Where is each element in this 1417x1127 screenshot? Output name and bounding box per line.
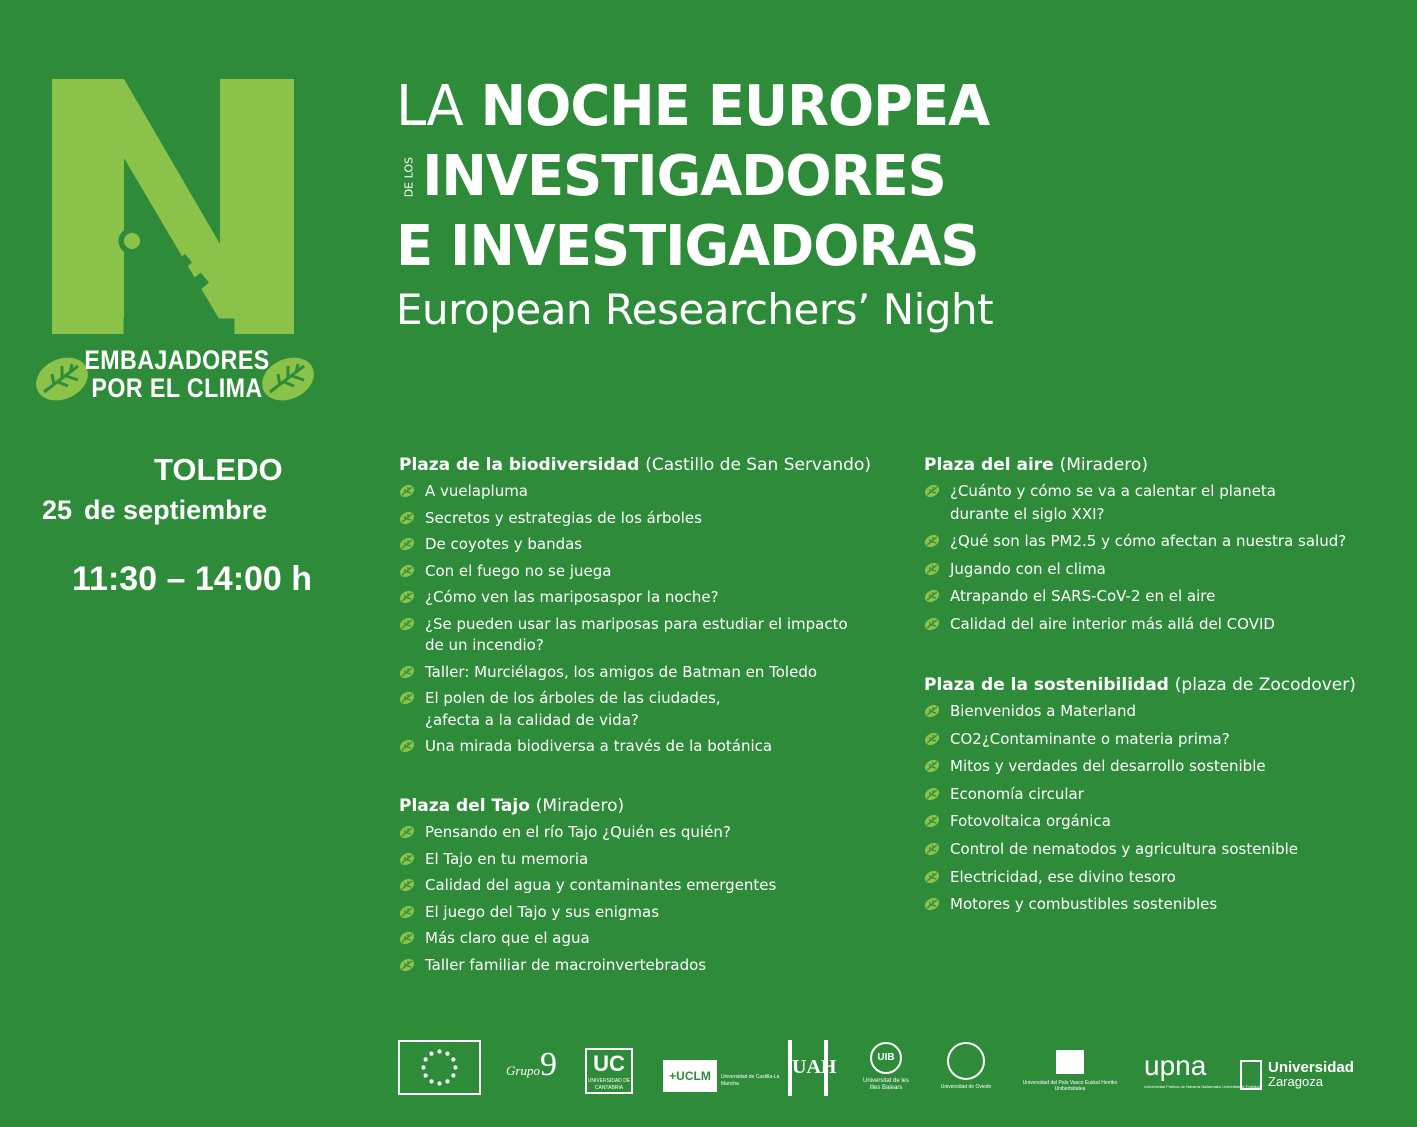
list-item — [399, 902, 776, 923]
activity-label: Electricidad, ese divino tesoro — [950, 867, 1176, 886]
section-title — [399, 453, 871, 477]
unizar-tower-icon — [1240, 1060, 1262, 1090]
uc-subtitle: UNIVERSIDAD DE CANTABRIA — [587, 1078, 631, 1091]
list-item — [399, 635, 871, 656]
uib-logo — [858, 1042, 914, 1092]
leaf-bullet-icon — [924, 588, 940, 604]
oviedo-logo — [938, 1042, 994, 1091]
leaf-bullet-icon — [399, 664, 415, 680]
activity-label: El polen de los árboles de las ciudades, — [425, 689, 721, 707]
activity-label: ¿Se pueden usar las mariposas para estudiar el impacto — [425, 614, 848, 633]
activity-label: Motores y combustibles sostenibles — [950, 895, 1218, 914]
list-item — [924, 481, 1346, 502]
list-item — [924, 531, 1346, 552]
list-item — [924, 729, 1356, 750]
activity-list — [399, 481, 871, 757]
leaf-bullet-icon — [399, 536, 415, 552]
activity-label: El Tajo en tu memoria — [425, 849, 589, 868]
list-item — [399, 481, 871, 502]
leaf-bullet-icon — [399, 957, 415, 973]
activity-label: Mitos y verdades del desarrollo sostenible — [950, 757, 1266, 776]
leaf-bullet-icon — [924, 758, 940, 774]
list-item — [924, 586, 1346, 607]
ehu-subtitle: Universidad del País Vasco Euskal Herriko Unibertsitatea — [1022, 1080, 1118, 1092]
activity-list — [924, 481, 1346, 635]
activity-label: Economía circular — [950, 784, 1084, 803]
uib-subtitle: Universitat de les Illes Balears — [862, 1078, 910, 1091]
leaf-bullet-icon — [399, 851, 415, 867]
g9-number: 9 — [539, 1046, 557, 1083]
activity-label: Secretos y estrategias de los árboles — [425, 508, 702, 527]
title-line-3: E INVESTIGADORAS — [396, 214, 979, 279]
leaf-bullet-icon — [924, 869, 940, 885]
upna-mark: upna — [1144, 1050, 1207, 1081]
event-date — [42, 495, 267, 526]
g9-logo — [506, 1046, 557, 1084]
upna-subtitle: Universidad Pública de Navarra Nafarroako Unibertsitate Publikoa — [1144, 1084, 1262, 1089]
list-item — [924, 756, 1356, 777]
list-item — [924, 894, 1356, 915]
eu-star — [424, 1073, 428, 1077]
list-item — [399, 875, 776, 896]
event-time: 11:30 – 14:00 h — [72, 560, 313, 598]
logo-text — [52, 346, 301, 402]
activity-list — [399, 822, 776, 976]
event-day: 25 — [42, 495, 73, 525]
eu-stars-icon — [400, 1042, 479, 1093]
list-item — [924, 559, 1346, 580]
section-name: Plaza del aire — [924, 455, 1054, 475]
activity-label: de un incendio? — [425, 636, 544, 654]
sponsor-logos — [398, 1038, 1378, 1100]
list-item — [399, 736, 871, 757]
uclm-logo: +UCLM — [663, 1060, 717, 1092]
section-location: (Castillo de San Servando) — [645, 455, 872, 475]
oviedo-subtitle: Universidad de Oviedo — [940, 1084, 992, 1090]
leaf-bullet-icon — [399, 877, 415, 893]
leaf-bullet-icon — [924, 896, 940, 912]
section-sostenibilidad — [924, 673, 1356, 922]
section-tajo — [399, 794, 776, 981]
leaf-bullet-icon — [924, 561, 940, 577]
activity-label: Más claro que el agua — [425, 929, 590, 947]
uah-logo: UAH — [788, 1040, 828, 1096]
eu-star — [451, 1057, 455, 1061]
list-item — [924, 614, 1346, 635]
leaf-bullet-icon — [924, 813, 940, 829]
unizar-line-2: Zaragoza — [1268, 1074, 1323, 1089]
list-item — [924, 701, 1356, 722]
ehu-logo — [1018, 1050, 1122, 1092]
activity-label: Atrapando el SARS-CoV-2 en el aire — [950, 587, 1216, 606]
section-aire — [924, 453, 1346, 642]
list-item — [399, 688, 871, 709]
list-item — [399, 822, 776, 843]
activity-label: ¿Cuánto y cómo se va a calentar el planeta — [950, 482, 1276, 500]
leaf-bullet-icon — [399, 824, 415, 840]
activity-label: Fotovoltaica orgánica — [950, 812, 1111, 831]
uc-logo — [585, 1048, 633, 1094]
title-investigadores: INVESTIGADORES — [422, 144, 946, 209]
list-item — [924, 839, 1356, 860]
event-month: de septiembre — [84, 495, 268, 525]
section-title — [924, 453, 1346, 477]
list-item — [924, 867, 1356, 888]
activity-label: CO2¿Contaminante o materia prima? — [950, 729, 1230, 748]
list-item — [399, 561, 871, 582]
ehu-mark-icon — [1056, 1050, 1084, 1074]
list-item — [399, 614, 871, 635]
eu-star — [445, 1079, 449, 1083]
event-city: TOLEDO — [154, 452, 283, 487]
activity-label: Jugando con el clima — [950, 559, 1106, 578]
title-la: LA — [396, 74, 463, 139]
eu-star — [445, 1052, 449, 1056]
section-name: Plaza del Tajo — [399, 796, 530, 816]
title-line-2 — [396, 142, 989, 212]
leaf-bullet-icon — [924, 786, 940, 802]
section-location: (plaza de Zocodover) — [1174, 675, 1356, 695]
eu-flag-logo — [398, 1040, 481, 1095]
leaf-bullet-icon — [399, 483, 415, 499]
list-item — [399, 710, 871, 731]
activity-label: durante el siglo XXI? — [950, 504, 1105, 523]
list-item — [399, 928, 776, 949]
list-item — [399, 849, 776, 870]
logo-line-1: EMBAJADORES — [84, 345, 270, 375]
logo-line-2: POR EL CLIMA — [91, 373, 263, 403]
activity-label: Calidad del aire interior más allá del COVID — [950, 614, 1275, 633]
activity-label: Control de nematodos y agricultura sostenible — [950, 839, 1299, 858]
unizar-line-1: Universidad — [1268, 1059, 1354, 1076]
activity-label: ¿Cómo ven las mariposaspor la noche? — [425, 588, 719, 606]
leaf-bullet-icon — [924, 616, 940, 632]
eu-star — [421, 1065, 425, 1069]
list-item — [399, 662, 871, 683]
activity-label: ¿Qué son las PM2.5 y cómo afectan a nuestra salud? — [950, 532, 1347, 551]
activity-label: ¿afecta a la calidad de vida? — [425, 710, 639, 729]
list-item — [399, 587, 871, 608]
eu-star — [451, 1073, 455, 1077]
leaf-bullet-icon — [399, 904, 415, 920]
eu-star — [424, 1057, 428, 1061]
leaf-bullet-icon — [924, 703, 940, 719]
leaf-bullet-icon — [399, 738, 415, 754]
activity-label: Calidad del agua y contaminantes emergentes — [425, 876, 777, 894]
unizar-text — [1268, 1061, 1354, 1089]
eu-star — [453, 1065, 457, 1069]
leaf-bullet-icon — [399, 930, 415, 946]
list-item — [399, 955, 776, 976]
section-location: (Miradero) — [1059, 455, 1148, 475]
activity-list — [924, 701, 1356, 915]
list-item — [924, 784, 1356, 805]
leaf-bullet-icon — [399, 616, 415, 632]
oviedo-seal-icon — [947, 1042, 985, 1080]
eu-star — [437, 1081, 441, 1085]
leaf-bullet-icon — [924, 483, 940, 499]
activity-label: A vuelapluma — [425, 482, 529, 500]
title-line-1 — [396, 72, 989, 142]
leaf-bullet-icon — [399, 690, 415, 706]
section-title — [399, 794, 776, 818]
uclm-subtitle: Universidad de Castilla-La Mancha — [721, 1074, 780, 1087]
section-location: (Miradero) — [535, 796, 625, 816]
activity-label: El juego del Tajo y sus enigmas — [425, 902, 660, 921]
title-de-los: DE LOS — [402, 156, 416, 198]
uc-mark: UC — [593, 1051, 625, 1076]
g9-word: Grupo — [506, 1063, 540, 1078]
title-noche-europea: NOCHE EUROPEA — [480, 74, 990, 139]
section-name: Plaza de la biodiversidad — [399, 455, 640, 475]
section-biodiversidad — [399, 453, 871, 763]
unizar-logo — [1240, 1060, 1354, 1090]
list-item — [924, 504, 1346, 525]
main-title — [396, 72, 1008, 338]
list-item — [399, 508, 871, 529]
title-subtitle: European Researchers’ Night — [396, 285, 994, 334]
activity-label: Taller: Murciélagos, los amigos de Batman en Toledo — [425, 662, 818, 681]
leaf-bullet-icon — [399, 589, 415, 605]
activity-label: Bienvenidos a Materland — [950, 702, 1137, 720]
section-name: Plaza de la sostenibilidad — [924, 675, 1169, 695]
section-title — [924, 673, 1356, 697]
uib-mark: UIB — [870, 1042, 902, 1074]
eu-star — [437, 1049, 441, 1053]
list-item — [399, 534, 871, 555]
leaf-bullet-icon — [399, 510, 415, 526]
leaf-bullet-icon — [399, 563, 415, 579]
embajadores-logo — [32, 74, 322, 419]
list-item — [924, 811, 1356, 832]
leaf-bullet-icon — [924, 841, 940, 857]
activity-label: Pensando en el río Tajo ¿Quién es quién? — [425, 823, 731, 841]
eu-star — [429, 1079, 433, 1083]
activity-label: Con el fuego no se juega — [425, 561, 612, 580]
activity-label: Una mirada biodiversa a través de la botánica — [425, 737, 773, 755]
activity-label: Taller familiar de macroinvertebrados — [425, 955, 707, 974]
activity-label: De coyotes y bandas — [425, 535, 583, 553]
leaf-bullet-icon — [924, 731, 940, 747]
leaf-bullet-icon — [924, 533, 940, 549]
eu-star — [429, 1052, 433, 1056]
